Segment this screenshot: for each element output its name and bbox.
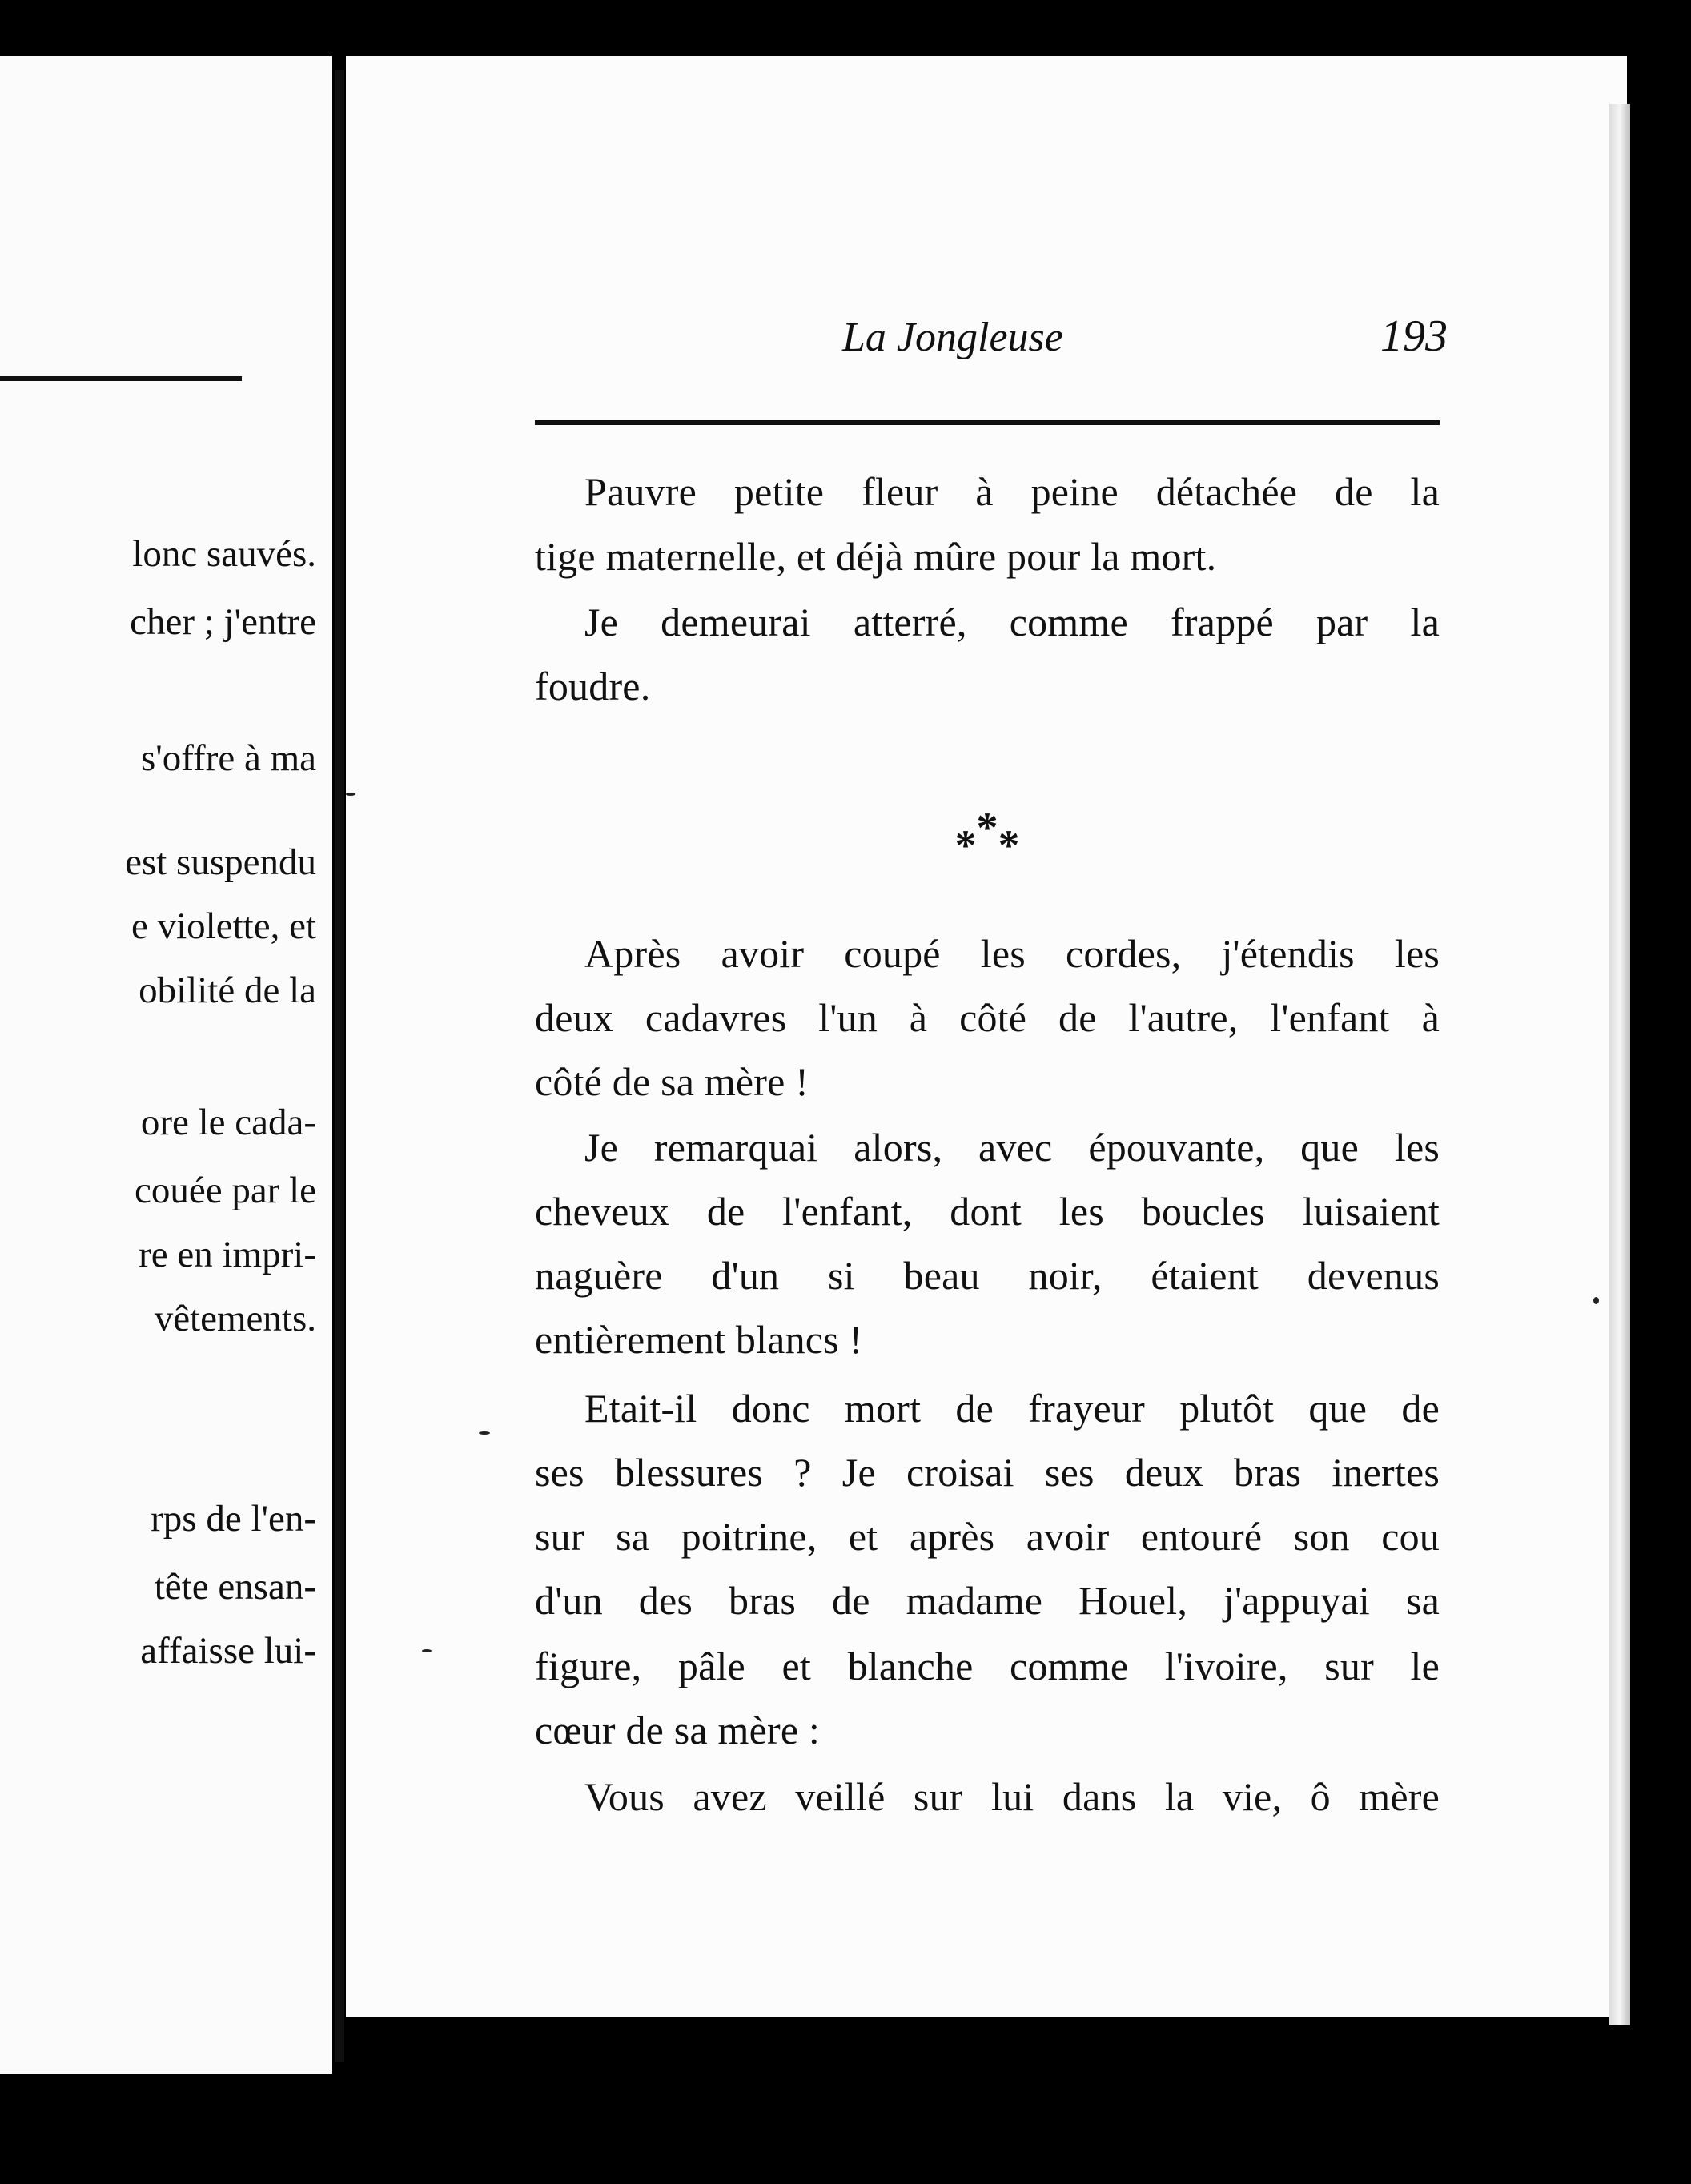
text-line: Vous avez veillé sur lui dans la vie, ô mère xyxy=(584,1774,1440,1819)
previous-page-line: rps de l'en- xyxy=(151,1498,316,1540)
asterism-star: * xyxy=(976,804,998,852)
scan-speck xyxy=(1593,1297,1599,1304)
scan-speck xyxy=(479,1431,490,1435)
asterism-star: * xyxy=(954,821,977,869)
text-line: cœur de sa mère : xyxy=(535,1708,821,1752)
running-head: La Jongleuse xyxy=(842,315,1063,360)
text-line: d'un des bras de madame Houel, j'appuyai sa xyxy=(535,1578,1440,1623)
text-line: Je demeurai atterré, comme frappé par la xyxy=(584,600,1440,644)
previous-page-line: affaisse lui- xyxy=(140,1630,316,1672)
scan-speck xyxy=(346,793,355,796)
text-line: Je remarquai alors, avec épouvante, que les xyxy=(584,1125,1440,1170)
text-line: sur sa poitrine, et après avoir entouré son cou xyxy=(535,1514,1440,1559)
previous-page-line: vêtements. xyxy=(154,1298,316,1339)
asterism-star: * xyxy=(998,821,1020,869)
previous-page-line: est suspendu xyxy=(125,841,316,883)
previous-page-fragment xyxy=(0,56,332,2074)
text-line: naguère d'un si beau noir, étaient devenus xyxy=(535,1253,1440,1298)
book-gutter xyxy=(335,70,344,2062)
header-rule xyxy=(535,420,1440,425)
previous-page-line: couée par le xyxy=(134,1170,316,1211)
text-line: côté de sa mère ! xyxy=(535,1059,809,1104)
text-line: Etait-il donc mort de frayeur plutôt que de xyxy=(584,1386,1440,1431)
text-line: tige maternelle, et déjà mûre pour la mort. xyxy=(535,534,1217,579)
previous-page-line: re en impri- xyxy=(139,1234,316,1275)
previous-page-line: s'offre à ma xyxy=(140,737,316,779)
text-line: foudre. xyxy=(535,664,651,709)
previous-page-line: lonc sauvés. xyxy=(132,533,316,575)
previous-page-line: obilité de la xyxy=(139,970,316,1011)
previous-page-header-rule xyxy=(0,376,242,381)
previous-page-line: ore le cada- xyxy=(140,1102,316,1143)
previous-page-line: cher ; j'entre xyxy=(130,601,316,643)
section-asterism xyxy=(535,804,1440,870)
scan-speck xyxy=(422,1649,432,1652)
previous-page-line: e violette, et xyxy=(131,905,316,947)
text-line: ses blessures ? Je croisai ses deux bras inertes xyxy=(535,1450,1440,1495)
page-number: 193 xyxy=(1380,311,1448,361)
page-edge-shadow xyxy=(1609,104,1630,2025)
book-page xyxy=(346,56,1627,2017)
text-line: Après avoir coupé les cordes, j'étendis les xyxy=(584,931,1440,976)
previous-page-line: tête ensan- xyxy=(154,1566,316,1608)
text-line: Pauvre petite fleur à peine détachée de la xyxy=(584,469,1440,514)
text-line: entièrement blancs ! xyxy=(535,1317,863,1362)
text-line: figure, pâle et blanche comme l'ivoire, sur le xyxy=(535,1644,1440,1688)
text-line: cheveux de l'enfant, dont les boucles luisaient xyxy=(535,1189,1440,1234)
text-line: deux cadavres l'un à côté de l'autre, l'enfant à xyxy=(535,995,1440,1040)
